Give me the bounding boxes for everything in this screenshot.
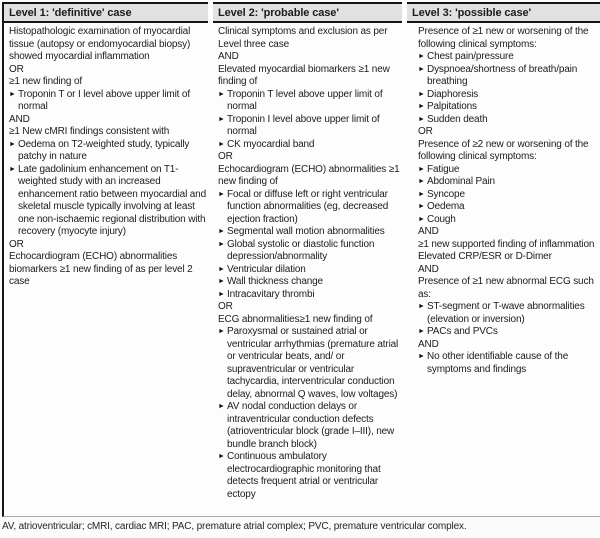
bullet-item [218, 289, 402, 302]
criteria-text: Elevated myocardial biomarkers ≥1 new finding of [218, 63, 390, 87]
criteria-text: Presence of ≥2 new or worsening of the following clinical symptoms: [418, 138, 589, 162]
criteria-text: Presence of ≥1 new abnormal ECG such as: [418, 276, 594, 300]
bullet-text: Intracavitary thrombi [227, 288, 315, 300]
triangle-bullet-icon: ► [218, 328, 225, 335]
bullet-text: Ventricular dilation [227, 263, 306, 275]
triangle-bullet-icon: ► [418, 90, 425, 98]
case-definition-table [2, 2, 600, 517]
triangle-bullet-icon: ► [418, 328, 425, 335]
bullet-text: Continuous ambulatory electrocardiographic monitoring that detects frequent atrial or ventricular ectopy [227, 451, 381, 500]
bullet-item [418, 164, 600, 177]
criteria-text: ≥1 new finding of [9, 76, 82, 87]
triangle-bullet-icon: ► [218, 265, 225, 273]
triangle-bullet-icon: ► [418, 65, 425, 73]
bullet-text: Late gadolinium enhancement on T1-weighted study with an increased enhancement ratio between myocardial and skeletal muscle typically involving at least one non-ischaemic regional distribution with recovery (myocyte injury) [18, 163, 207, 237]
bullet-text: Paroxysmal or sustained atrial or ventricular arrhythmias (premature atrial or ventricular beats, and/ or supraventricular or ventricular tachycardia, interventricular conduction delay, abnormal Q waves, low voltages) [227, 326, 399, 400]
criteria-text: ≥1 New cMRI findings consistent with [9, 126, 170, 137]
criteria-text: Presence of ≥1 new or worsening of the following clinical symptoms: [418, 26, 589, 50]
triangle-bullet-icon: ► [218, 140, 225, 148]
bullet-text: AV nodal conduction delays or intraventricular conduction defects (atrioventricular block (grade I–III), new bundle branch block) [227, 401, 395, 450]
triangle-bullet-icon: ► [9, 90, 16, 98]
bullet-item [218, 89, 402, 114]
criteria-text: ≥1 new supported finding of inflammation [418, 238, 595, 250]
bullet-item [418, 89, 600, 102]
logical-operator: OR [9, 238, 24, 250]
bullet-text: Syncope [427, 188, 465, 200]
bullet-text: Fatigue [427, 163, 460, 175]
bullet-item [418, 201, 600, 214]
bullet-text: Oedema on T2-weighted study, typically patchy in nature [18, 138, 190, 162]
logical-operator: OR [9, 63, 24, 75]
bullet-text: Focal or diffuse left or right ventricular function abnormalities (eg, decreased ejection fraction) [227, 188, 389, 225]
criteria-text: Elevated CRP/ESR or D-Dimer [418, 251, 552, 262]
bullet-item [218, 189, 402, 227]
triangle-bullet-icon: ► [218, 115, 225, 123]
triangle-bullet-icon: ► [418, 303, 425, 310]
bullet-item [418, 64, 600, 89]
criteria-text: ECG abnormalities≥1 new finding of [218, 313, 373, 325]
bullet-item [418, 301, 600, 326]
logical-operator: OR [418, 126, 433, 137]
logical-operator: OR [218, 151, 233, 162]
column-level-1 [4, 26, 208, 501]
bullet-text: Abdominal Pain [427, 176, 495, 187]
bullet-item [218, 139, 402, 152]
bullet-item [418, 101, 600, 114]
bullet-item [218, 264, 402, 277]
bullet-text: Troponin T or I level above upper limit of normal [18, 88, 190, 112]
bullet-item [9, 89, 208, 114]
triangle-bullet-icon: ► [418, 190, 425, 198]
column-level-2 [213, 26, 402, 501]
bullet-item [218, 326, 402, 401]
logical-operator: AND [418, 263, 439, 275]
criteria-text: Histopathologic examination of myocardial tissue (autopsy or endomyocardial biopsy) showed myocardial inflammation [9, 26, 191, 62]
triangle-bullet-icon: ► [218, 228, 225, 235]
bullet-text: Troponin T level above upper limit of normal [227, 88, 383, 112]
triangle-bullet-icon: ► [418, 53, 425, 60]
column-header-level-2: Level 2: 'probable case' [213, 2, 402, 23]
triangle-bullet-icon: ► [218, 240, 225, 248]
logical-operator: AND [9, 113, 30, 125]
bullet-item [9, 164, 208, 239]
triangle-bullet-icon: ► [218, 453, 225, 460]
bullet-text: CK myocardial band [227, 138, 315, 150]
column-header-level-1: Level 1: 'definitive' case [4, 2, 208, 23]
bullet-text: Sudden death [427, 113, 488, 125]
bullet-item [218, 226, 402, 239]
bullet-text: Wall thickness change [227, 276, 323, 287]
bullet-item [418, 189, 600, 202]
triangle-bullet-icon: ► [218, 278, 225, 285]
abbreviations-footnote: AV, atrioventricular; cMRI, cardiac MRI; PAC, premature atrial complex; PVC, premature ventricular complex. [2, 521, 467, 532]
criteria-text: Clinical symptoms and exclusion as per Level three case [218, 26, 388, 50]
bullet-text: Palpitations [427, 101, 477, 112]
logical-operator: OR [218, 301, 233, 312]
logical-operator: AND [418, 226, 439, 237]
bullet-text: Chest pain/pressure [427, 51, 514, 62]
bullet-item [218, 401, 402, 451]
bullet-item [418, 214, 600, 227]
bullet-item [218, 239, 402, 264]
bullet-text: Cough [427, 213, 456, 225]
bullet-item [218, 276, 402, 289]
triangle-bullet-icon: ► [418, 203, 425, 210]
logical-operator: AND [218, 51, 239, 62]
bullet-item [418, 351, 600, 376]
bullet-text: Oedema [427, 201, 465, 212]
bullet-text: PACs and PVCs [427, 326, 498, 337]
triangle-bullet-icon: ► [218, 90, 225, 98]
triangle-bullet-icon: ► [418, 115, 425, 123]
triangle-bullet-icon: ► [418, 165, 425, 173]
table-body-row [4, 23, 600, 501]
criteria-text: Echocardiogram (ECHO) abnormalities ≥1 new finding of [218, 163, 400, 187]
table-header-row [4, 2, 600, 23]
bullet-text: ST-segment or T-wave abnormalities (elevation or inversion) [427, 301, 585, 325]
bullet-text: No other identifiable cause of the symptoms and findings [427, 351, 569, 375]
triangle-bullet-icon: ► [418, 103, 425, 110]
bullet-item [418, 326, 600, 339]
triangle-bullet-icon: ► [418, 215, 425, 223]
criteria-text: Echocardiogram (ECHO) abnormalities biomarkers ≥1 new finding of as per level 2 case [9, 251, 193, 287]
bullet-item [9, 139, 208, 164]
triangle-bullet-icon: ► [9, 165, 16, 173]
triangle-bullet-icon: ► [418, 178, 425, 185]
triangle-bullet-icon: ► [218, 190, 225, 198]
bullet-text: Dyspnoea/shortness of breath/pain breathing [427, 63, 578, 87]
bullet-item [218, 451, 402, 501]
logical-operator: AND [418, 338, 439, 350]
triangle-bullet-icon: ► [418, 353, 425, 360]
bullet-item [418, 51, 600, 64]
column-header-level-3: Level 3: 'possible case' [407, 2, 600, 23]
column-level-3 [407, 26, 600, 501]
bullet-text: Segmental wall motion abnormalities [227, 226, 385, 237]
bullet-item [418, 176, 600, 189]
triangle-bullet-icon: ► [9, 140, 16, 148]
triangle-bullet-icon: ► [218, 290, 225, 298]
bullet-item [418, 114, 600, 127]
triangle-bullet-icon: ► [218, 403, 225, 410]
bullet-text: Troponin I level above upper limit of normal [227, 113, 380, 137]
bullet-item [218, 114, 402, 139]
bullet-text: Diaphoresis [427, 88, 479, 100]
bullet-text: Global systolic or diastolic function depression/abnormality [227, 238, 375, 262]
